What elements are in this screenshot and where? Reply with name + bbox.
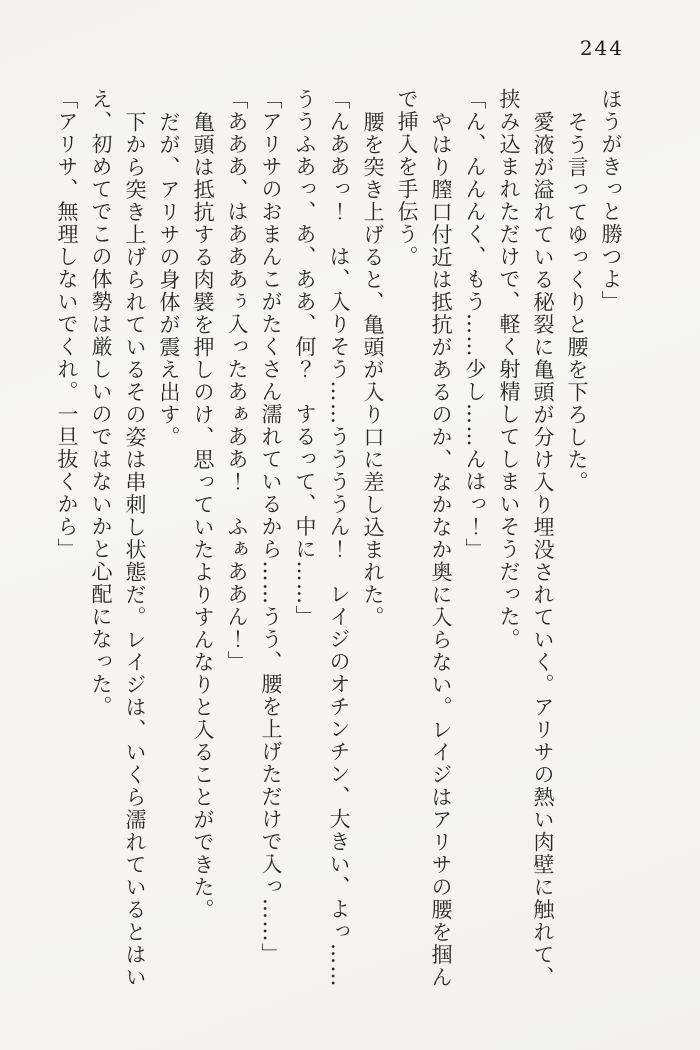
text-line: 「アリサ、無理しないでくれ。一旦抜くから」: [55, 88, 79, 561]
text-line: え、初めてでこの体勢は厳しいのではないかと心配になった。: [89, 88, 113, 718]
text-line: ううふあっ、あ、ああ、何？ するって、中に……」: [293, 88, 317, 628]
text-body: [50, 88, 628, 1008]
text-line: 「あああ、はあああぅ入ったあぁああ！ ふぁああん！」: [225, 88, 249, 673]
text-line: で挿入を手伝う。: [395, 88, 419, 268]
text-line: 腰を突き上げると、亀頭が入り口に差し込まれた。: [361, 110, 385, 628]
text-line: 「んああっ！ は、入りそう……ううううん！ レイジのオチンチン、大きい、よっ……: [327, 88, 351, 988]
text-line: そう言ってゆっくりと腰を下ろした。: [565, 110, 589, 493]
text-line: 下から突き上げられているその姿は串刺し状態だ。レイジは、いくら濡れているとはい: [123, 110, 147, 988]
text-line: 「アリサのおまんこがたくさん濡れているから……うう、腰を上げただけで入っ……」: [259, 88, 283, 966]
text-line: やはり膣口付近は抵抗があるのか、なかなか奥に入らない。レイジはアリサの腰を掴ん: [429, 110, 453, 988]
page-number: 244: [579, 36, 624, 60]
text-line: 挟み込まれただけで、軽く射精してしまいそうだった。: [497, 88, 521, 651]
text-line: 愛液が溢れている秘裂に亀頭が分け入り埋没されていく。アリサの熱い肉壁に触れて、: [531, 110, 555, 988]
text-line: 亀頭は抵抗する肉襞を押しのけ、思っていたよりすんなりと入ることができた。: [191, 110, 215, 921]
text-line: 「ん、んんんく、もう……少し……んはっ！」: [463, 88, 487, 561]
text-line: ほうがきっと勝つよ」: [599, 88, 623, 313]
text-line: だが、アリサの身体が震え出す。: [157, 110, 181, 448]
